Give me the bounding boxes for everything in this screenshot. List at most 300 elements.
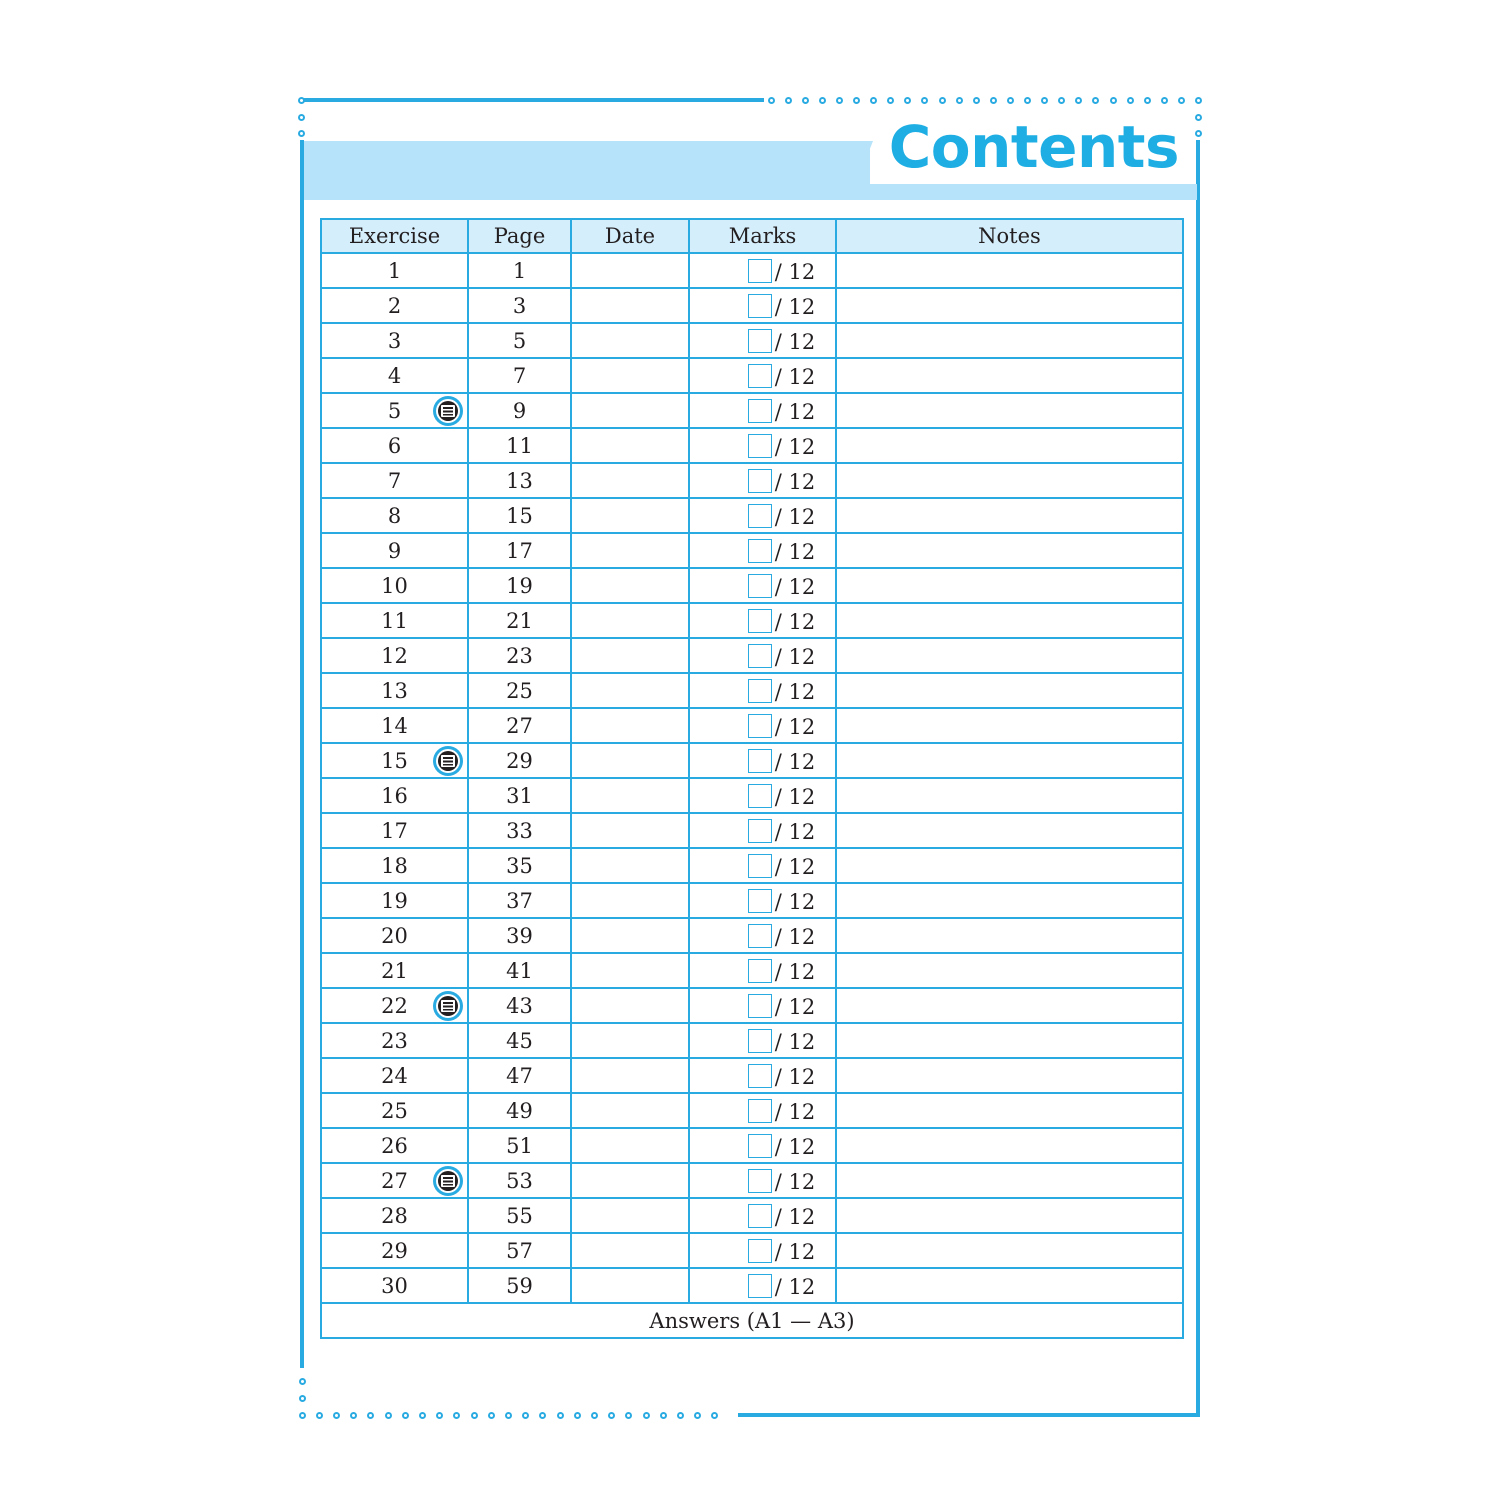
date-cell[interactable] bbox=[571, 1093, 689, 1128]
notes-cell[interactable] bbox=[836, 708, 1183, 743]
notes-cell[interactable] bbox=[836, 1198, 1183, 1233]
notes-cell[interactable] bbox=[836, 1268, 1183, 1303]
marks-total: / 12 bbox=[774, 1100, 816, 1124]
marks-input-box[interactable] bbox=[748, 434, 772, 458]
marks-total: / 12 bbox=[774, 1065, 816, 1089]
exercise-number: 8 bbox=[387, 503, 402, 528]
exercise-number: 18 bbox=[381, 853, 408, 878]
frame-dot bbox=[522, 1412, 529, 1419]
marks-total: / 12 bbox=[774, 295, 816, 319]
marks-entry bbox=[748, 1099, 815, 1123]
exercise-number: 6 bbox=[387, 433, 402, 458]
date-cell[interactable] bbox=[571, 848, 689, 883]
notes-cell[interactable] bbox=[836, 463, 1183, 498]
marks-input-box[interactable] bbox=[748, 714, 772, 738]
page-cell: 55 bbox=[468, 1198, 571, 1233]
frame-dot bbox=[1007, 97, 1014, 104]
frame-bottom-line bbox=[738, 1413, 1200, 1417]
date-cell[interactable] bbox=[571, 1128, 689, 1163]
date-cell[interactable] bbox=[571, 638, 689, 673]
marks-cell bbox=[689, 568, 836, 603]
notes-cell[interactable] bbox=[836, 953, 1183, 988]
page-cell: 39 bbox=[468, 918, 571, 953]
exercise-number: 16 bbox=[381, 783, 408, 808]
marks-entry bbox=[748, 1169, 815, 1193]
date-cell[interactable] bbox=[571, 253, 689, 288]
table-row bbox=[321, 813, 1183, 848]
table-row bbox=[321, 533, 1183, 568]
marks-cell bbox=[689, 743, 836, 778]
exercise-number: 3 bbox=[387, 328, 402, 353]
frame-dot bbox=[870, 97, 877, 104]
exercise-number: 26 bbox=[381, 1133, 408, 1158]
marks-input-box[interactable] bbox=[748, 784, 772, 808]
notes-cell[interactable] bbox=[836, 778, 1183, 813]
exercise-number: 12 bbox=[381, 643, 408, 668]
marks-entry bbox=[748, 1274, 815, 1298]
header-page: Page bbox=[468, 219, 571, 253]
marks-input-box[interactable] bbox=[748, 679, 772, 703]
frame-dot bbox=[436, 1412, 443, 1419]
table-row bbox=[321, 1128, 1183, 1163]
marks-input-box[interactable] bbox=[748, 504, 772, 528]
page-cell: 27 bbox=[468, 708, 571, 743]
progress-test-icon bbox=[432, 1165, 464, 1197]
date-cell[interactable] bbox=[571, 428, 689, 463]
page-cell: 29 bbox=[468, 743, 571, 778]
exercise-cell bbox=[321, 288, 468, 323]
marks-total: / 12 bbox=[774, 330, 816, 354]
marks-cell bbox=[689, 1198, 836, 1233]
table-row bbox=[321, 848, 1183, 883]
date-cell[interactable] bbox=[571, 498, 689, 533]
notes-cell[interactable] bbox=[836, 358, 1183, 393]
exercise-number: 30 bbox=[381, 1273, 408, 1298]
frame-dot bbox=[1058, 97, 1065, 104]
exercise-cell bbox=[321, 988, 468, 1023]
answers-row bbox=[321, 1303, 1183, 1338]
marks-cell bbox=[689, 603, 836, 638]
date-cell[interactable] bbox=[571, 883, 689, 918]
frame-dot bbox=[1075, 97, 1082, 104]
notes-cell[interactable] bbox=[836, 323, 1183, 358]
page-cell: 11 bbox=[468, 428, 571, 463]
date-cell[interactable] bbox=[571, 918, 689, 953]
marks-cell bbox=[689, 323, 836, 358]
marks-total: / 12 bbox=[774, 1205, 816, 1229]
notes-cell[interactable] bbox=[836, 673, 1183, 708]
frame-dot bbox=[921, 97, 928, 104]
date-cell[interactable] bbox=[571, 673, 689, 708]
frame-dot bbox=[625, 1412, 632, 1419]
frame-dot bbox=[1092, 97, 1099, 104]
notes-cell[interactable] bbox=[836, 638, 1183, 673]
table-row bbox=[321, 1163, 1183, 1198]
notes-cell[interactable] bbox=[836, 1093, 1183, 1128]
page-cell: 9 bbox=[468, 393, 571, 428]
exercise-number: 9 bbox=[387, 538, 402, 563]
exercise-cell bbox=[321, 743, 468, 778]
frame-dot bbox=[1178, 97, 1185, 104]
exercise-cell bbox=[321, 533, 468, 568]
page-cell: 21 bbox=[468, 603, 571, 638]
page-cell: 57 bbox=[468, 1233, 571, 1268]
date-cell[interactable] bbox=[571, 743, 689, 778]
marks-total: / 12 bbox=[774, 435, 816, 459]
marks-entry bbox=[748, 889, 815, 913]
marks-entry bbox=[748, 504, 815, 528]
page-cell: 33 bbox=[468, 813, 571, 848]
exercise-cell bbox=[321, 358, 468, 393]
marks-input-box[interactable] bbox=[748, 1064, 772, 1088]
page-cell: 37 bbox=[468, 883, 571, 918]
exercise-number: 10 bbox=[381, 573, 408, 598]
marks-total: / 12 bbox=[774, 890, 816, 914]
exercise-cell bbox=[321, 883, 468, 918]
exercise-cell bbox=[321, 1198, 468, 1233]
frame-dot bbox=[1161, 97, 1168, 104]
marks-total: / 12 bbox=[774, 960, 816, 984]
notes-cell[interactable] bbox=[836, 393, 1183, 428]
marks-total: / 12 bbox=[774, 505, 816, 529]
header-band-corner bbox=[855, 141, 873, 186]
notes-cell[interactable] bbox=[836, 568, 1183, 603]
frame-dot bbox=[990, 97, 997, 104]
marks-cell bbox=[689, 1128, 836, 1163]
marks-input-box[interactable] bbox=[748, 819, 772, 843]
page-cell: 45 bbox=[468, 1023, 571, 1058]
frame-dot bbox=[711, 1412, 718, 1419]
date-cell[interactable] bbox=[571, 323, 689, 358]
notes-cell[interactable] bbox=[836, 743, 1183, 778]
frame-dot bbox=[350, 1412, 357, 1419]
exercise-cell bbox=[321, 918, 468, 953]
table-row bbox=[321, 603, 1183, 638]
frame-dot bbox=[574, 1412, 581, 1419]
frame-dot bbox=[419, 1412, 426, 1419]
marks-total: / 12 bbox=[774, 715, 816, 739]
progress-test-icon bbox=[432, 745, 464, 777]
marks-entry bbox=[748, 854, 815, 878]
notes-cell[interactable] bbox=[836, 603, 1183, 638]
date-cell[interactable] bbox=[571, 393, 689, 428]
marks-total: / 12 bbox=[774, 1030, 816, 1054]
marks-entry bbox=[748, 714, 815, 738]
marks-input-box[interactable] bbox=[748, 644, 772, 668]
notes-cell[interactable] bbox=[836, 288, 1183, 323]
frame-dot bbox=[298, 130, 305, 137]
exercise-cell bbox=[321, 813, 468, 848]
marks-total: / 12 bbox=[774, 820, 816, 844]
exercise-cell bbox=[321, 253, 468, 288]
page-cell: 13 bbox=[468, 463, 571, 498]
notes-cell[interactable] bbox=[836, 533, 1183, 568]
exercise-number: 28 bbox=[381, 1203, 408, 1228]
page-cell: 5 bbox=[468, 323, 571, 358]
table-row bbox=[321, 568, 1183, 603]
notes-cell[interactable] bbox=[836, 428, 1183, 463]
marks-entry bbox=[748, 959, 815, 983]
page-cell: 49 bbox=[468, 1093, 571, 1128]
marks-total: / 12 bbox=[774, 855, 816, 879]
marks-total: / 12 bbox=[774, 610, 816, 634]
date-cell[interactable] bbox=[571, 988, 689, 1023]
marks-total: / 12 bbox=[774, 400, 816, 424]
marks-input-box[interactable] bbox=[748, 294, 772, 318]
notes-cell[interactable] bbox=[836, 253, 1183, 288]
exercise-cell bbox=[321, 1163, 468, 1198]
frame-dot bbox=[299, 1412, 306, 1419]
page-cell: 47 bbox=[468, 1058, 571, 1093]
marks-input-box[interactable] bbox=[748, 994, 772, 1018]
frame-dot bbox=[505, 1412, 512, 1419]
marks-cell bbox=[689, 1163, 836, 1198]
page-cell: 19 bbox=[468, 568, 571, 603]
exercise-number: 21 bbox=[381, 958, 408, 983]
marks-entry bbox=[748, 539, 815, 563]
exercise-cell bbox=[321, 1058, 468, 1093]
date-cell[interactable] bbox=[571, 1233, 689, 1268]
exercise-number: 15 bbox=[381, 748, 408, 773]
exercise-number: 19 bbox=[381, 888, 408, 913]
exercise-cell bbox=[321, 323, 468, 358]
frame-dot bbox=[591, 1412, 598, 1419]
marks-total: / 12 bbox=[774, 365, 816, 389]
exercise-cell bbox=[321, 778, 468, 813]
table-row bbox=[321, 1093, 1183, 1128]
table-row bbox=[321, 1268, 1183, 1303]
notes-cell[interactable] bbox=[836, 1163, 1183, 1198]
table-row bbox=[321, 1023, 1183, 1058]
marks-total: / 12 bbox=[774, 1135, 816, 1159]
marks-cell bbox=[689, 1233, 836, 1268]
marks-cell bbox=[689, 288, 836, 323]
exercise-cell bbox=[321, 1023, 468, 1058]
date-cell[interactable] bbox=[571, 1198, 689, 1233]
exercise-cell bbox=[321, 393, 468, 428]
date-cell[interactable] bbox=[571, 463, 689, 498]
frame-dot bbox=[608, 1412, 615, 1419]
page-cell: 31 bbox=[468, 778, 571, 813]
frame-dot bbox=[836, 97, 843, 104]
notes-cell[interactable] bbox=[836, 813, 1183, 848]
marks-input-box[interactable] bbox=[748, 399, 772, 423]
marks-total: / 12 bbox=[774, 540, 816, 564]
page-cell: 3 bbox=[468, 288, 571, 323]
marks-input-box[interactable] bbox=[748, 539, 772, 563]
marks-cell bbox=[689, 883, 836, 918]
table-row bbox=[321, 428, 1183, 463]
exercise-cell bbox=[321, 673, 468, 708]
marks-input-box[interactable] bbox=[748, 469, 772, 493]
marks-input-box[interactable] bbox=[748, 574, 772, 598]
date-cell[interactable] bbox=[571, 778, 689, 813]
date-cell[interactable] bbox=[571, 568, 689, 603]
frame-right-line bbox=[1196, 140, 1200, 1416]
exercise-cell bbox=[321, 848, 468, 883]
marks-input-box[interactable] bbox=[748, 1029, 772, 1053]
marks-total: / 12 bbox=[774, 785, 816, 809]
page-cell: 43 bbox=[468, 988, 571, 1023]
notes-cell[interactable] bbox=[836, 883, 1183, 918]
marks-input-box[interactable] bbox=[748, 364, 772, 388]
marks-input-box[interactable] bbox=[748, 854, 772, 878]
date-cell[interactable] bbox=[571, 1023, 689, 1058]
frame-dot bbox=[557, 1412, 564, 1419]
table-row bbox=[321, 393, 1183, 428]
date-cell[interactable] bbox=[571, 1058, 689, 1093]
marks-total: / 12 bbox=[774, 1240, 816, 1264]
table-row bbox=[321, 358, 1183, 393]
notes-cell[interactable] bbox=[836, 988, 1183, 1023]
table-row bbox=[321, 1058, 1183, 1093]
frame-dot bbox=[316, 1412, 323, 1419]
date-cell[interactable] bbox=[571, 358, 689, 393]
exercise-cell bbox=[321, 568, 468, 603]
date-cell[interactable] bbox=[571, 708, 689, 743]
notes-cell[interactable] bbox=[836, 1058, 1183, 1093]
date-cell[interactable] bbox=[571, 533, 689, 568]
marks-entry bbox=[748, 574, 815, 598]
marks-entry bbox=[748, 329, 815, 353]
marks-input-box[interactable] bbox=[748, 329, 772, 353]
table-row bbox=[321, 1233, 1183, 1268]
marks-cell bbox=[689, 253, 836, 288]
page-cell: 15 bbox=[468, 498, 571, 533]
marks-entry bbox=[748, 364, 815, 388]
marks-total: / 12 bbox=[774, 680, 816, 704]
page-cell: 35 bbox=[468, 848, 571, 883]
exercise-cell bbox=[321, 1268, 468, 1303]
marks-input-box[interactable] bbox=[748, 959, 772, 983]
table-row bbox=[321, 638, 1183, 673]
exercise-cell bbox=[321, 1093, 468, 1128]
marks-input-box[interactable] bbox=[748, 924, 772, 948]
page-cell: 23 bbox=[468, 638, 571, 673]
marks-input-box[interactable] bbox=[748, 1134, 772, 1158]
frame-dot bbox=[853, 97, 860, 104]
exercise-cell bbox=[321, 463, 468, 498]
notes-cell[interactable] bbox=[836, 1233, 1183, 1268]
exercise-number: 17 bbox=[381, 818, 408, 843]
frame-top-line bbox=[304, 98, 764, 102]
marks-cell bbox=[689, 638, 836, 673]
marks-total: / 12 bbox=[774, 750, 816, 774]
frame-dot bbox=[298, 114, 305, 121]
exercise-number: 13 bbox=[381, 678, 408, 703]
marks-entry bbox=[748, 994, 815, 1018]
page-cell: 41 bbox=[468, 953, 571, 988]
marks-cell bbox=[689, 533, 836, 568]
marks-cell bbox=[689, 778, 836, 813]
table-row bbox=[321, 323, 1183, 358]
marks-entry bbox=[748, 679, 815, 703]
marks-input-box[interactable] bbox=[748, 1099, 772, 1123]
marks-input-box[interactable] bbox=[748, 609, 772, 633]
marks-entry bbox=[748, 1064, 815, 1088]
table-row bbox=[321, 918, 1183, 953]
date-cell[interactable] bbox=[571, 1163, 689, 1198]
marks-entry bbox=[748, 924, 815, 948]
notes-cell[interactable] bbox=[836, 498, 1183, 533]
frame-dot bbox=[802, 97, 809, 104]
date-cell[interactable] bbox=[571, 1268, 689, 1303]
table-row bbox=[321, 988, 1183, 1023]
exercise-number: 20 bbox=[381, 923, 408, 948]
frame-dot bbox=[488, 1412, 495, 1419]
header-exercise: Exercise bbox=[321, 219, 468, 253]
notes-cell[interactable] bbox=[836, 918, 1183, 953]
exercise-number: 1 bbox=[387, 258, 402, 283]
marks-entry bbox=[748, 749, 815, 773]
marks-entry bbox=[748, 1204, 815, 1228]
exercise-number: 7 bbox=[387, 468, 402, 493]
frame-dot bbox=[694, 1412, 701, 1419]
frame-dot bbox=[298, 97, 305, 104]
marks-input-box[interactable] bbox=[748, 259, 772, 283]
contents-table bbox=[320, 218, 1184, 1339]
date-cell[interactable] bbox=[571, 953, 689, 988]
header-strip bbox=[304, 184, 1197, 200]
table-row bbox=[321, 953, 1183, 988]
marks-cell bbox=[689, 358, 836, 393]
marks-total: / 12 bbox=[774, 645, 816, 669]
marks-total: / 12 bbox=[774, 925, 816, 949]
exercise-number: 29 bbox=[381, 1238, 408, 1263]
frame-dot bbox=[660, 1412, 667, 1419]
marks-input-box[interactable] bbox=[748, 749, 772, 773]
page-cell: 53 bbox=[468, 1163, 571, 1198]
exercise-cell bbox=[321, 708, 468, 743]
frame-dot bbox=[539, 1412, 546, 1419]
marks-entry bbox=[748, 784, 815, 808]
marks-total: / 12 bbox=[774, 470, 816, 494]
page-title: Contents bbox=[888, 113, 1179, 181]
notes-cell[interactable] bbox=[836, 1128, 1183, 1163]
marks-total: / 12 bbox=[774, 575, 816, 599]
table-row bbox=[321, 883, 1183, 918]
marks-input-box[interactable] bbox=[748, 1239, 772, 1263]
exercise-number: 25 bbox=[381, 1098, 408, 1123]
marks-input-box[interactable] bbox=[748, 1274, 772, 1298]
marks-entry bbox=[748, 434, 815, 458]
marks-cell bbox=[689, 393, 836, 428]
marks-input-box[interactable] bbox=[748, 889, 772, 913]
notes-cell[interactable] bbox=[836, 848, 1183, 883]
exercise-cell bbox=[321, 603, 468, 638]
marks-entry bbox=[748, 1239, 815, 1263]
notes-cell[interactable] bbox=[836, 1023, 1183, 1058]
frame-dot bbox=[643, 1412, 650, 1419]
marks-cell bbox=[689, 988, 836, 1023]
frame-dot bbox=[1127, 97, 1134, 104]
marks-input-box[interactable] bbox=[748, 1204, 772, 1228]
date-cell[interactable] bbox=[571, 288, 689, 323]
marks-entry bbox=[748, 609, 815, 633]
frame-dot bbox=[768, 97, 775, 104]
marks-entry bbox=[748, 259, 815, 283]
marks-cell bbox=[689, 848, 836, 883]
date-cell[interactable] bbox=[571, 603, 689, 638]
marks-entry bbox=[748, 399, 815, 423]
exercise-number: 11 bbox=[381, 608, 408, 633]
frame-dot bbox=[299, 1395, 306, 1402]
date-cell[interactable] bbox=[571, 813, 689, 848]
header-date: Date bbox=[571, 219, 689, 253]
marks-input-box[interactable] bbox=[748, 1169, 772, 1193]
marks-cell bbox=[689, 918, 836, 953]
exercise-cell bbox=[321, 1128, 468, 1163]
